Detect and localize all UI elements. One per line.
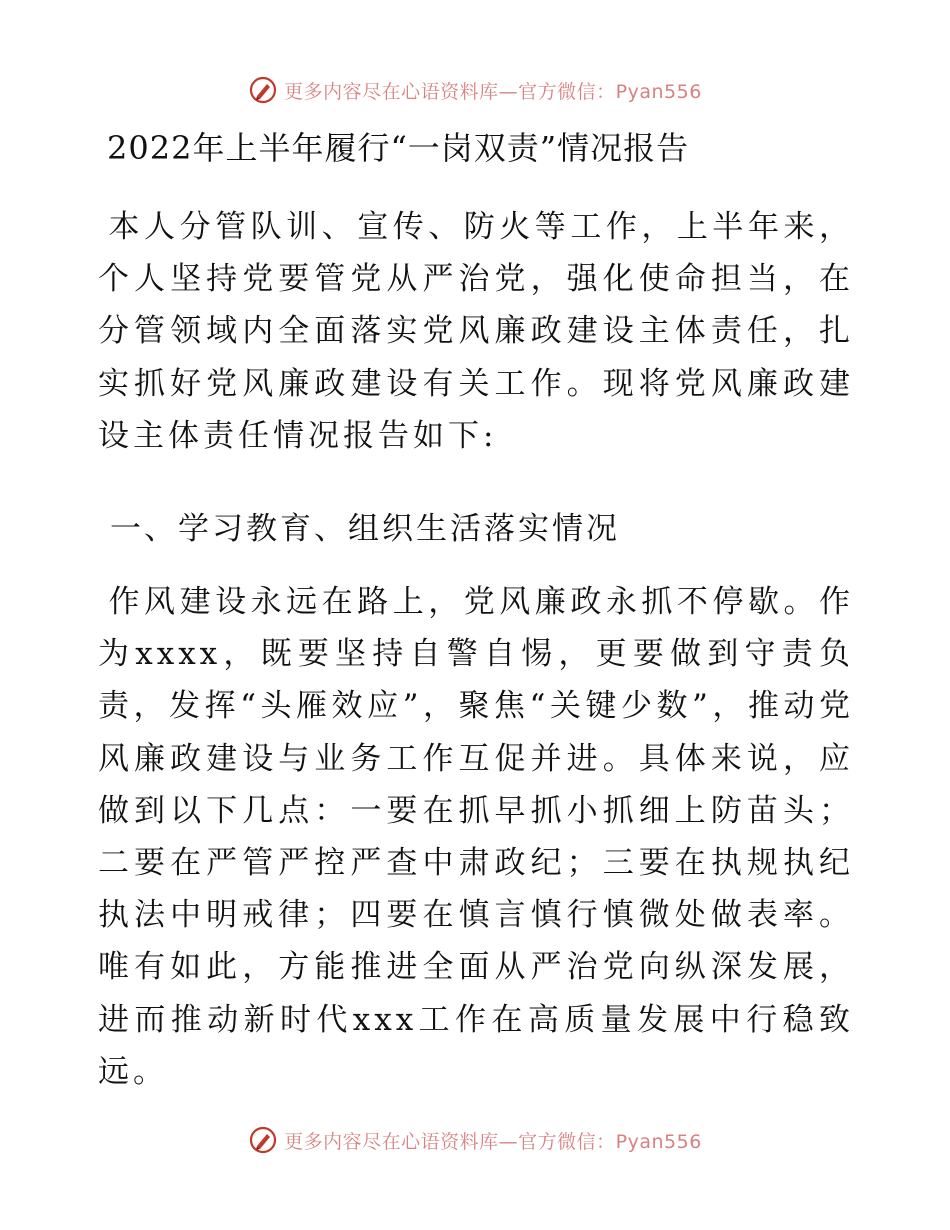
header-watermark (0, 70, 950, 110)
intro-paragraph (98, 201, 854, 462)
section-body-text: 作风建设永远在路上，党风廉政永抓不停歇。作为xxxx，既要坚持自警自惕，更要做到守责负责，发挥“头雁效应”，聚焦“关键少数”，推动党风廉政建设与业务工作互促并进。具体来说，应做到以下几点：一要在抓早抓小抓细上防苗头；二要在严管严控严查中肃政纪；三要在执规执纪执法中明戒律；四要在慎言慎行慎微处做表率。唯有如此，方能推进全面从严治党向纵深发展，进而推动新时代xxx工作在高质量发展中行稳致远。 (98, 584, 854, 1090)
document-title: 2022年上半年履行“一岗双责”情况报告 (107, 129, 690, 167)
footer-watermark (0, 1120, 950, 1160)
section-heading: 一、学习教育、组织生活落实情况 (110, 511, 620, 547)
intro-text: 本人分管队训、宣传、防火等工作，上半年来，个人坚持党要管党从严治党，强化使命担当，在分管领域内全面落实党风廉政建设主体责任，扎实抓好党风廉政建设有关工作。现将党风廉政建设主体责任情况报告如下: (98, 209, 854, 454)
section-body-paragraph (98, 576, 854, 1098)
pen-logo-icon (248, 75, 278, 105)
watermark-text: 更多内容尽在心语资料库—官方微信：Pyan556 (284, 1130, 702, 1153)
pen-logo-icon (248, 1125, 278, 1155)
watermark-text: 更多内容尽在心语资料库—官方微信：Pyan556 (284, 80, 702, 103)
